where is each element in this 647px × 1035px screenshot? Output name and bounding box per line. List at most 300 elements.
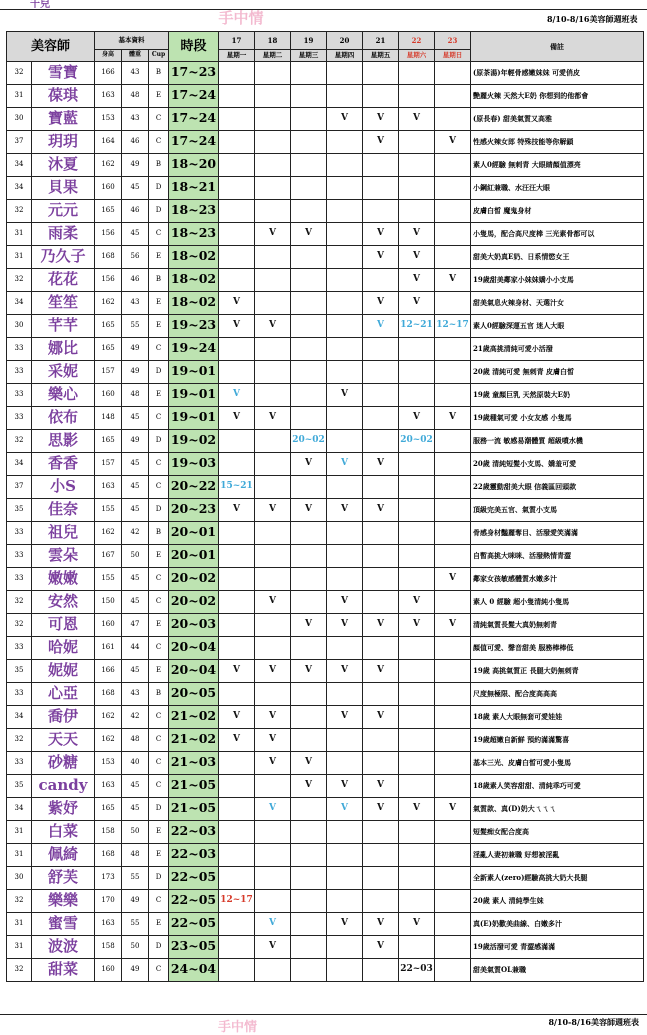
staff-height: 165 <box>95 337 122 360</box>
day-cell <box>291 337 327 360</box>
staff-timeslot: 24~04 <box>169 958 219 981</box>
day-cell <box>435 843 471 866</box>
staff-age: 33 <box>7 521 32 544</box>
staff-height: 161 <box>95 636 122 659</box>
staff-age: 32 <box>7 268 32 291</box>
staff-age: 33 <box>7 406 32 429</box>
day-num-header: 22 <box>399 31 435 49</box>
day-cell: V <box>327 659 363 682</box>
day-cell <box>327 245 363 268</box>
day-cell <box>291 153 327 176</box>
day-cell: 20~02 <box>399 429 435 452</box>
day-cell <box>219 452 255 475</box>
day-cell: V <box>327 705 363 728</box>
day-num-header: 17 <box>219 31 255 49</box>
day-cell <box>291 935 327 958</box>
staff-name: 小S <box>32 475 95 498</box>
staff-height: 162 <box>95 521 122 544</box>
day-cell <box>435 659 471 682</box>
day-cell <box>219 636 255 659</box>
day-cell <box>399 176 435 199</box>
staff-timeslot: 21~03 <box>169 751 219 774</box>
staff-age: 34 <box>7 291 32 314</box>
day-cell: V <box>363 452 399 475</box>
day-cell: V <box>363 222 399 245</box>
staff-name: 雨柔 <box>32 222 95 245</box>
day-cell <box>399 61 435 84</box>
staff-age: 31 <box>7 935 32 958</box>
day-cell: V <box>435 613 471 636</box>
staff-weight: 48 <box>122 84 149 107</box>
staff-note: 顏值可愛、聲音甜美 服務棒棒低 <box>471 636 644 659</box>
staff-weight: 45 <box>122 222 149 245</box>
day-cell <box>327 889 363 912</box>
table-row <box>7 521 644 544</box>
day-cell <box>219 199 255 222</box>
day-cell <box>219 613 255 636</box>
day-cell: V <box>435 797 471 820</box>
staff-height: 160 <box>95 383 122 406</box>
table-row <box>7 935 644 958</box>
staff-weight: 49 <box>122 429 149 452</box>
previous-name-fragment: 千兒 <box>30 0 50 10</box>
staff-age: 31 <box>7 222 32 245</box>
day-cell: V <box>327 590 363 613</box>
day-cell <box>435 590 471 613</box>
day-cell <box>291 406 327 429</box>
day-cell: V <box>291 613 327 636</box>
day-cell <box>363 889 399 912</box>
day-cell <box>435 728 471 751</box>
day-cell <box>435 682 471 705</box>
staff-height: 162 <box>95 153 122 176</box>
staff-timeslot: 20~03 <box>169 613 219 636</box>
staff-name: 哈妮 <box>32 636 95 659</box>
day-cell <box>435 889 471 912</box>
day-cell <box>399 153 435 176</box>
day-cell: V <box>363 291 399 314</box>
day-cell <box>219 84 255 107</box>
day-cell <box>327 567 363 590</box>
staff-timeslot: 17~24 <box>169 107 219 130</box>
staff-note: 短髮痴女配合度高 <box>471 820 644 843</box>
day-cell: V <box>363 130 399 153</box>
day-cell <box>291 866 327 889</box>
day-cell <box>435 360 471 383</box>
staff-weight: 45 <box>122 176 149 199</box>
day-cell <box>435 866 471 889</box>
staff-weight: 45 <box>122 797 149 820</box>
beautician-header: 美容師 <box>7 31 95 61</box>
day-cell: V <box>255 705 291 728</box>
staff-cup: D <box>149 498 169 521</box>
staff-age: 32 <box>7 958 32 981</box>
day-cell: 12~21 <box>399 314 435 337</box>
staff-name: 可恩 <box>32 613 95 636</box>
day-cell <box>327 61 363 84</box>
staff-note: 甜美大奶真E奶、日系情慾女王 <box>471 245 644 268</box>
staff-name: 甜菜 <box>32 958 95 981</box>
day-cell <box>291 383 327 406</box>
note-header: 備註 <box>471 31 644 61</box>
height-header: 身高 <box>95 49 122 61</box>
day-cell <box>399 682 435 705</box>
staff-weight: 55 <box>122 912 149 935</box>
day-cell <box>291 912 327 935</box>
staff-timeslot: 22~03 <box>169 820 219 843</box>
staff-note: (原長春) 甜美氣質又高雅 <box>471 107 644 130</box>
day-cell: V <box>399 291 435 314</box>
staff-cup: C <box>149 222 169 245</box>
staff-weight: 43 <box>122 682 149 705</box>
table-row <box>7 406 644 429</box>
table-row <box>7 889 644 912</box>
staff-height: 158 <box>95 935 122 958</box>
staff-height: 165 <box>95 429 122 452</box>
staff-name: 依布 <box>32 406 95 429</box>
staff-age: 33 <box>7 682 32 705</box>
staff-timeslot: 18~23 <box>169 199 219 222</box>
staff-name: 舒芙 <box>32 866 95 889</box>
schedule-table <box>6 9 644 982</box>
day-cell <box>327 222 363 245</box>
staff-cup: C <box>149 337 169 360</box>
day-cell <box>219 360 255 383</box>
day-cell <box>219 176 255 199</box>
staff-cup: B <box>149 682 169 705</box>
day-cell <box>363 176 399 199</box>
staff-height: 165 <box>95 797 122 820</box>
day-cell <box>327 820 363 843</box>
day-cell: V <box>291 659 327 682</box>
day-cell <box>399 843 435 866</box>
staff-age: 31 <box>7 820 32 843</box>
staff-timeslot: 19~01 <box>169 406 219 429</box>
staff-cup: C <box>149 705 169 728</box>
day-cell <box>255 613 291 636</box>
staff-weight: 46 <box>122 268 149 291</box>
day-cell <box>255 130 291 153</box>
staff-timeslot: 22~05 <box>169 866 219 889</box>
staff-cup: E <box>149 544 169 567</box>
staff-height: 165 <box>95 314 122 337</box>
day-cell <box>291 199 327 222</box>
staff-note: 19歲 高挑氣質正 長腿大奶無刺青 <box>471 659 644 682</box>
day-cell <box>219 935 255 958</box>
day-cell <box>435 383 471 406</box>
table-row <box>7 452 644 475</box>
day-cell <box>327 314 363 337</box>
day-cell <box>327 176 363 199</box>
staff-height: 157 <box>95 452 122 475</box>
staff-age: 32 <box>7 61 32 84</box>
day-cell: V <box>327 774 363 797</box>
staff-weight: 45 <box>122 498 149 521</box>
staff-name: 祖兒 <box>32 521 95 544</box>
staff-timeslot: 19~01 <box>169 383 219 406</box>
day-cell <box>291 360 327 383</box>
day-cell <box>399 728 435 751</box>
day-cell <box>435 912 471 935</box>
staff-weight: 55 <box>122 866 149 889</box>
staff-cup: C <box>149 889 169 912</box>
day-cell: V <box>291 774 327 797</box>
day-name-header: 星期日 <box>435 49 471 61</box>
staff-timeslot: 18~21 <box>169 176 219 199</box>
day-cell <box>327 406 363 429</box>
day-cell <box>291 245 327 268</box>
day-cell <box>363 843 399 866</box>
day-cell <box>327 636 363 659</box>
day-cell <box>435 935 471 958</box>
staff-cup: D <box>149 935 169 958</box>
day-cell <box>291 958 327 981</box>
staff-age: 34 <box>7 705 32 728</box>
day-cell: V <box>327 383 363 406</box>
staff-age: 34 <box>7 797 32 820</box>
staff-height: 163 <box>95 912 122 935</box>
day-cell: V <box>327 107 363 130</box>
day-cell <box>399 705 435 728</box>
day-cell <box>255 544 291 567</box>
day-name-header: 星期三 <box>291 49 327 61</box>
staff-timeslot: 20~22 <box>169 475 219 498</box>
day-cell: V <box>363 498 399 521</box>
staff-name: 沐夏 <box>32 153 95 176</box>
day-cell <box>219 797 255 820</box>
staff-height: 173 <box>95 866 122 889</box>
staff-weight: 46 <box>122 199 149 222</box>
day-cell <box>435 153 471 176</box>
day-cell: V <box>327 912 363 935</box>
day-cell <box>363 866 399 889</box>
staff-note: 服務一流 敏感易潮體質 超級噴水機 <box>471 429 644 452</box>
day-cell: V <box>255 912 291 935</box>
day-cell <box>435 958 471 981</box>
staff-age: 37 <box>7 475 32 498</box>
table-row <box>7 245 644 268</box>
day-cell <box>255 176 291 199</box>
day-cell <box>399 567 435 590</box>
day-cell: V <box>219 314 255 337</box>
staff-weight: 47 <box>122 613 149 636</box>
table-row <box>7 222 644 245</box>
day-cell <box>255 429 291 452</box>
staff-age: 35 <box>7 659 32 682</box>
staff-name: 采妮 <box>32 360 95 383</box>
day-cell <box>435 107 471 130</box>
day-cell <box>363 61 399 84</box>
day-cell: V <box>327 452 363 475</box>
staff-height: 150 <box>95 590 122 613</box>
staff-height: 168 <box>95 682 122 705</box>
staff-age: 33 <box>7 337 32 360</box>
staff-weight: 55 <box>122 314 149 337</box>
day-cell <box>363 567 399 590</box>
staff-height: 170 <box>95 889 122 912</box>
table-row <box>7 61 644 84</box>
day-cell <box>219 682 255 705</box>
staff-height: 163 <box>95 84 122 107</box>
day-cell <box>219 590 255 613</box>
day-name-header: 星期四 <box>327 49 363 61</box>
staff-note: 19歲 童顏巨乳 天然原裝大E奶 <box>471 383 644 406</box>
table-row <box>7 130 644 153</box>
day-cell <box>363 84 399 107</box>
day-cell <box>327 475 363 498</box>
staff-age: 33 <box>7 567 32 590</box>
staff-note: 20歲 清純短髮小支馬、嬌羞可愛 <box>471 452 644 475</box>
table-row <box>7 797 644 820</box>
day-cell: V <box>399 613 435 636</box>
day-cell <box>363 728 399 751</box>
day-cell <box>435 176 471 199</box>
table-row <box>7 84 644 107</box>
day-cell <box>435 774 471 797</box>
staff-cup: C <box>149 728 169 751</box>
staff-age: 32 <box>7 199 32 222</box>
staff-timeslot: 19~02 <box>169 429 219 452</box>
day-cell: V <box>291 222 327 245</box>
staff-timeslot: 20~05 <box>169 682 219 705</box>
staff-age: 30 <box>7 107 32 130</box>
day-cell <box>291 475 327 498</box>
day-cell <box>363 475 399 498</box>
day-cell <box>255 682 291 705</box>
day-cell: V <box>255 498 291 521</box>
table-row <box>7 774 644 797</box>
staff-height: 165 <box>95 199 122 222</box>
staff-note: 頂級完美五官、氣質小支馬 <box>471 498 644 521</box>
day-cell <box>363 429 399 452</box>
day-cell <box>435 222 471 245</box>
day-cell <box>363 360 399 383</box>
day-cell <box>363 406 399 429</box>
staff-cup: B <box>149 153 169 176</box>
day-cell <box>327 521 363 544</box>
table-row <box>7 383 644 406</box>
staff-cup: D <box>149 199 169 222</box>
staff-weight: 49 <box>122 958 149 981</box>
staff-height: 163 <box>95 774 122 797</box>
staff-height: 155 <box>95 567 122 590</box>
day-cell <box>291 889 327 912</box>
staff-age: 32 <box>7 728 32 751</box>
day-cell <box>399 659 435 682</box>
day-cell <box>399 475 435 498</box>
day-cell: V <box>399 590 435 613</box>
staff-note: 21歲高挑清純可愛小活潑 <box>471 337 644 360</box>
day-name-header: 星期五 <box>363 49 399 61</box>
staff-name: 紫妤 <box>32 797 95 820</box>
day-cell <box>435 498 471 521</box>
day-cell <box>399 636 435 659</box>
day-cell <box>327 751 363 774</box>
staff-cup: E <box>149 314 169 337</box>
staff-age: 32 <box>7 613 32 636</box>
staff-cup: C <box>149 107 169 130</box>
table-row <box>7 820 644 843</box>
staff-weight: 50 <box>122 820 149 843</box>
staff-note: 19歲種氣可愛 小女友感 小隻馬 <box>471 406 644 429</box>
staff-cup: D <box>149 429 169 452</box>
day-cell <box>219 107 255 130</box>
staff-timeslot: 21~02 <box>169 728 219 751</box>
weight-header: 體重 <box>122 49 149 61</box>
day-cell <box>255 636 291 659</box>
staff-timeslot: 19~23 <box>169 314 219 337</box>
staff-cup: D <box>149 797 169 820</box>
staff-cup: D <box>149 176 169 199</box>
staff-note: 甜美氣質OL兼職 <box>471 958 644 981</box>
day-cell: V <box>435 567 471 590</box>
table-row <box>7 268 644 291</box>
day-cell: V <box>363 935 399 958</box>
staff-note: 20歲 清純可愛 無刺青 皮膚白皙 <box>471 360 644 383</box>
staff-timeslot: 20~02 <box>169 590 219 613</box>
staff-name: 貝果 <box>32 176 95 199</box>
table-row <box>7 636 644 659</box>
staff-height: 168 <box>95 245 122 268</box>
day-cell <box>435 245 471 268</box>
staff-cup: C <box>149 636 169 659</box>
basic-info-header: 基本資料 <box>95 31 169 49</box>
staff-name: 思影 <box>32 429 95 452</box>
day-cell <box>327 958 363 981</box>
day-cell <box>327 935 363 958</box>
day-cell <box>399 360 435 383</box>
staff-height: 155 <box>95 498 122 521</box>
staff-name: 砂糖 <box>32 751 95 774</box>
day-cell <box>291 705 327 728</box>
day-cell <box>363 820 399 843</box>
day-cell <box>327 130 363 153</box>
table-row <box>7 958 644 981</box>
staff-note: 艷麗火辣 天然大E奶 你想到的他都會 <box>471 84 644 107</box>
day-cell <box>291 291 327 314</box>
staff-name: 香香 <box>32 452 95 475</box>
day-cell <box>219 130 255 153</box>
day-cell <box>435 751 471 774</box>
table-row <box>7 912 644 935</box>
staff-note: 尺度無極限、配合度高高高 <box>471 682 644 705</box>
staff-timeslot: 18~02 <box>169 291 219 314</box>
staff-name: 笙笙 <box>32 291 95 314</box>
staff-height: 156 <box>95 268 122 291</box>
staff-note: 鄰家女孩敏感體質水嫩多汁 <box>471 567 644 590</box>
staff-name: 白菜 <box>32 820 95 843</box>
day-cell <box>219 958 255 981</box>
day-cell: V <box>363 797 399 820</box>
staff-weight: 49 <box>122 360 149 383</box>
day-cell: V <box>363 613 399 636</box>
staff-note: 素人0經驗深運五官 迷人大眼 <box>471 314 644 337</box>
staff-name: 雲朵 <box>32 544 95 567</box>
day-cell: V <box>399 107 435 130</box>
day-cell <box>363 199 399 222</box>
day-cell <box>291 843 327 866</box>
table-row <box>7 682 644 705</box>
staff-timeslot: 21~02 <box>169 705 219 728</box>
day-cell: V <box>327 797 363 820</box>
day-cell <box>399 84 435 107</box>
staff-cup: D <box>149 866 169 889</box>
staff-name: 安然 <box>32 590 95 613</box>
day-cell <box>255 153 291 176</box>
day-cell <box>255 337 291 360</box>
staff-cup: E <box>149 84 169 107</box>
day-cell <box>435 521 471 544</box>
